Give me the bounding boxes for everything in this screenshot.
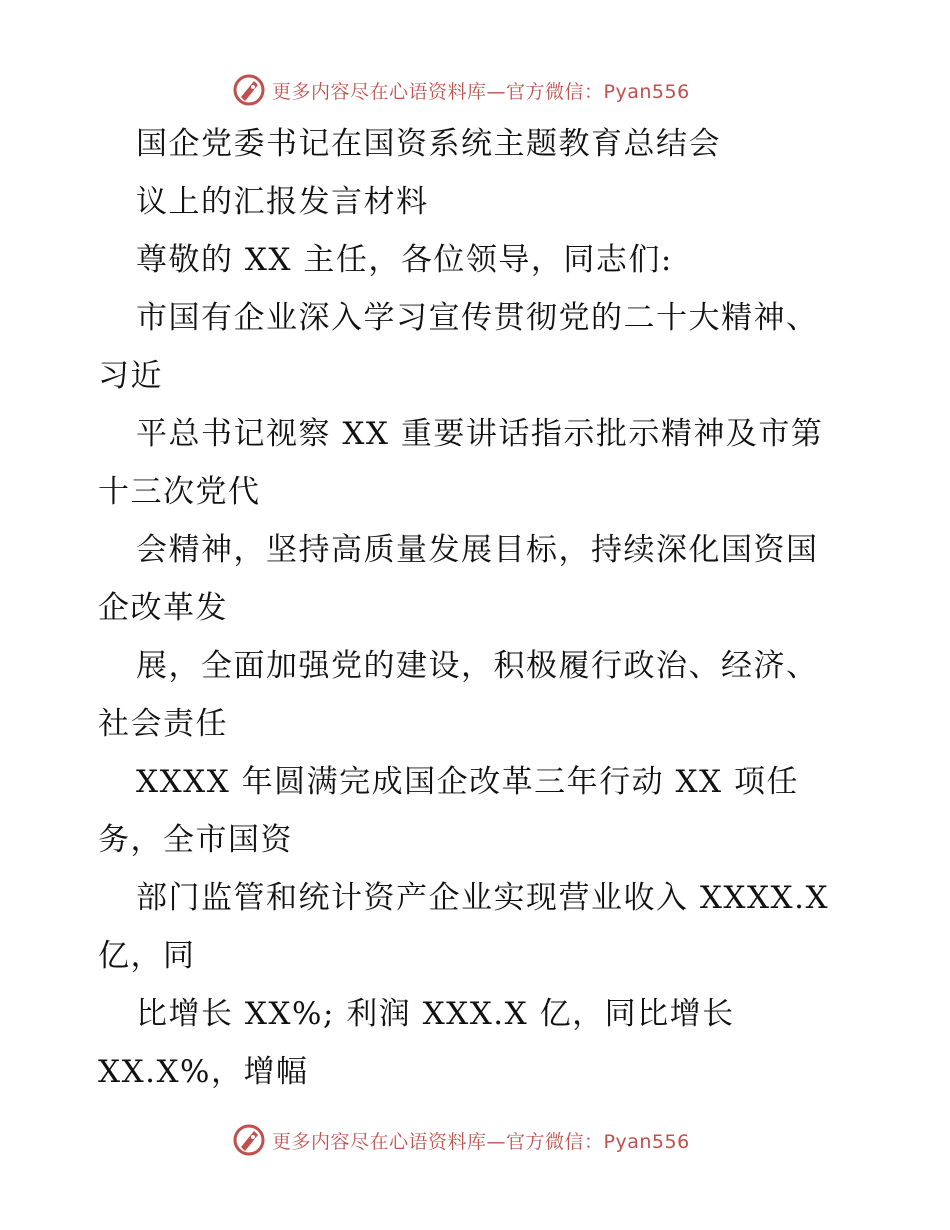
paragraph-line: 平总书记视察 XX 重要讲话指示批示精神及市第: [136, 416, 824, 452]
watermark-site-text: 更多内容尽在心语资料库: [272, 80, 487, 103]
watermark-wechat-text: 官方微信：Pyan556: [506, 1130, 690, 1153]
salutation-line: 尊敬的 XX 主任，各位领导，同志们:: [136, 242, 673, 278]
watermark-text: [272, 77, 690, 104]
paragraph-line: 习近: [98, 358, 163, 394]
paragraph-line: 展，全面加强党的建设，积极履行政治、经济、: [136, 648, 819, 684]
watermark-banner-top: [232, 70, 690, 110]
watermark-text: [272, 1127, 690, 1154]
paragraph-line: 会精神，坚持高质量发展目标，持续深化国资国: [136, 532, 819, 568]
pen-nib-circle-icon: [232, 1123, 266, 1157]
document-title-line-2: 议上的汇报发言材料: [136, 184, 429, 220]
watermark-dash: —: [486, 80, 507, 103]
paragraph-line: XX.X%，增幅: [98, 1054, 309, 1090]
paragraph-line: 部门监管和统计资产企业实现营业收入 XXXX.X: [136, 880, 830, 916]
watermark-wechat-text: 官方微信：Pyan556: [506, 80, 690, 103]
paragraph-line: 比增长 XX%; 利润 XXX.X 亿，同比增长: [136, 996, 735, 1032]
watermark-site-text: 更多内容尽在心语资料库: [272, 1130, 487, 1153]
paragraph-line: 亿，同: [98, 938, 196, 974]
watermark-dash: —: [486, 1130, 507, 1153]
paragraph-line: 务，全市国资: [98, 822, 293, 858]
watermark-banner-bottom: [232, 1120, 690, 1160]
document-title-line-1: 国企党委书记在国资系统主题教育总结会: [136, 126, 721, 162]
paragraph-line: 社会责任: [98, 706, 228, 742]
pen-nib-circle-icon: [232, 73, 266, 107]
paragraph-line: 市国有企业深入学习宣传贯彻党的二十大精神、: [136, 300, 819, 336]
paragraph-line: 十三次党代: [98, 474, 261, 510]
paragraph-line: 企改革发: [98, 590, 228, 626]
paragraph-line: XXXX 年圆满完成国企改革三年行动 XX 项任: [136, 764, 799, 800]
